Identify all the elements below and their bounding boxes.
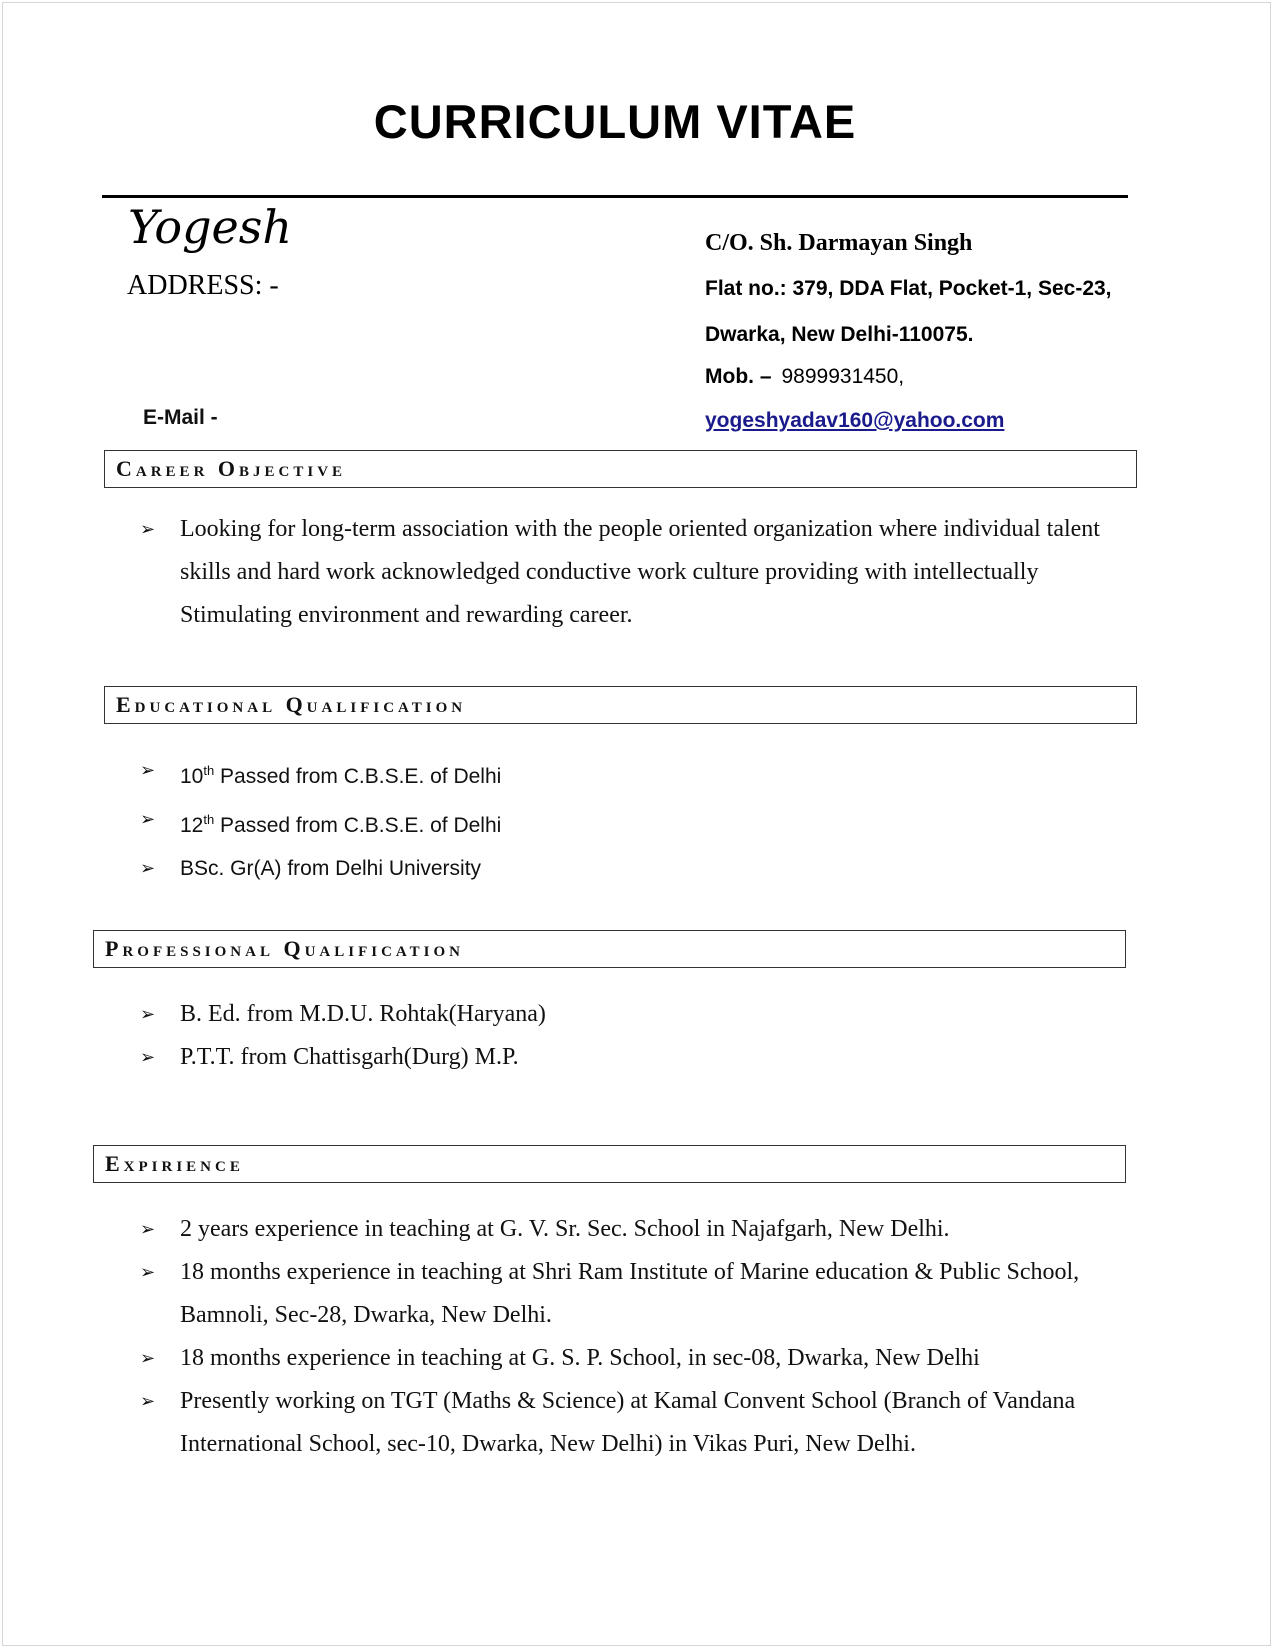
mobile-row (705, 365, 904, 389)
email-link[interactable]: yogeshyadav160@yahoo.com (705, 409, 1005, 432)
experience-list (140, 1208, 1130, 1466)
arrow-bullet-icon: ➢ (140, 760, 156, 780)
section-heading-professional-qualification: Professional Qualification (93, 930, 1126, 968)
name-signature: Yogesh (128, 200, 292, 254)
mobile-number: 9899931450, (781, 365, 905, 388)
professional-qualification-list (140, 993, 1130, 1079)
list-item: ➢ P.T.T. from Chattisgarh(Durg) M.P. (140, 1036, 1130, 1079)
list-item: ➢ 10th Passed from C.B.S.E. of Delhi (140, 749, 1130, 798)
list-item (140, 508, 1130, 637)
list-item: ➢ B. Ed. from M.D.U. Rohtak(Haryana) (140, 993, 1130, 1036)
section-heading-career-objective: Career Objective (104, 450, 1137, 488)
list-item: ➢ Presently working on TGT (Maths & Science) at Kamal Convent School (Branch of Vandana International School, sec-10, Dwarka, New Delhi) in Vikas Puri, New Delhi. (140, 1380, 1130, 1466)
email-label: E-Mail - (143, 406, 218, 429)
arrow-bullet-icon: ➢ (140, 809, 156, 829)
address-label: ADDRESS: - (127, 270, 279, 301)
arrow-bullet-icon: ➢ (140, 1219, 156, 1239)
arrow-bullet-icon: ➢ (140, 1047, 156, 1067)
address-line-3: Dwarka, New Delhi-110075. (705, 323, 974, 346)
arrow-bullet-icon: ➢ (140, 1262, 156, 1282)
list-item: ➢ 18 months experience in teaching at G. S. P. School, in sec-08, Dwarka, New Delhi (140, 1337, 1130, 1380)
career-objective-list (140, 508, 1130, 637)
arrow-bullet-icon: ➢ (140, 519, 156, 539)
list-item: ➢ 18 months experience in teaching at Shri Ram Institute of Marine education & Public School, Bamnoli, Sec-28, Dwarka, New Delhi. (140, 1251, 1130, 1337)
address-line-1: C/O. Sh. Darmayan Singh (705, 230, 973, 256)
career-objective-text: Looking for long-term association with the people oriented organization where individual talent skills and hard work acknowledged conductive work culture providing with intellectually Stimulating environment and rewarding career. (180, 516, 1100, 628)
arrow-bullet-icon: ➢ (140, 1004, 156, 1024)
mobile-label: Mob. – (705, 365, 772, 388)
arrow-bullet-icon: ➢ (140, 1348, 156, 1368)
document-title: CURRICULUM VITAE (373, 95, 857, 148)
section-heading-experience: Expirience (93, 1145, 1126, 1183)
header-rule (102, 195, 1128, 198)
arrow-bullet-icon: ➢ (140, 858, 156, 878)
list-item: ➢ 2 years experience in teaching at G. V. Sr. Sec. School in Najafgarh, New Delhi. (140, 1208, 1130, 1251)
section-heading-educational-qualification: Educational Qualification (104, 686, 1137, 724)
educational-qualification-list (140, 749, 1130, 890)
arrow-bullet-icon: ➢ (140, 1391, 156, 1411)
list-item: ➢ BSc. Gr(A) from Delhi University (140, 847, 1130, 890)
email-row (705, 409, 1004, 433)
address-line-2: Flat no.: 379, DDA Flat, Pocket-1, Sec-23, (705, 277, 1112, 300)
list-item: ➢ 12th Passed from C.B.S.E. of Delhi (140, 798, 1130, 847)
